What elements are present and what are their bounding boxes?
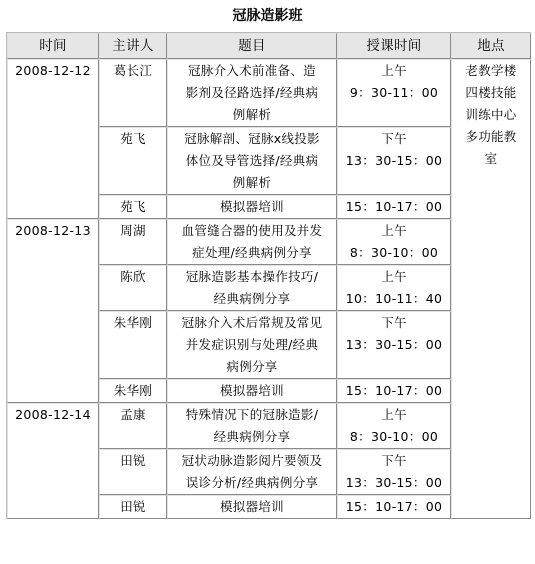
topic-line: 经典病例分享: [213, 291, 291, 306]
topic-line: 特殊情况下的冠脉造影/: [185, 407, 319, 422]
location-line: 多功能教: [465, 129, 517, 144]
topic-line: 并发症识别与处理/经典: [185, 337, 319, 352]
time-period: 上午: [381, 223, 407, 238]
page-title: 冠脉造影班: [232, 8, 303, 24]
topic-line: 经典病例分享: [213, 429, 291, 444]
location-line: 四楼技能: [465, 85, 517, 100]
speaker-cell: 苑飞: [99, 195, 167, 219]
time-cell: [337, 379, 451, 403]
location-line: 训练中心: [465, 107, 517, 122]
header-location: 地点: [451, 33, 531, 59]
time-cell: [337, 495, 451, 519]
speaker-cell: 田锐: [99, 495, 167, 519]
speaker-cell: 陈欣: [99, 265, 167, 311]
date-cell: 2008-12-13: [7, 219, 99, 403]
topic-line: 模拟器培训: [219, 499, 284, 514]
topic-line: 模拟器培训: [219, 383, 284, 398]
topic-cell: [167, 449, 337, 495]
topic-line: 冠状动脉造影阅片要领及: [181, 453, 323, 468]
location-line: 室: [484, 151, 498, 166]
topic-line: 冠脉造影基本操作技巧/: [185, 269, 319, 284]
time-cell: [337, 59, 451, 127]
time-range: 15：10-17：00: [345, 383, 443, 398]
table-row: [7, 59, 531, 127]
date-cell: 2008-12-14: [7, 403, 99, 519]
time-cell: [337, 449, 451, 495]
topic-cell: [167, 127, 337, 195]
time-range: 13：30-15：00: [345, 153, 443, 168]
topic-cell: [167, 495, 337, 519]
header-topic: 题目: [167, 33, 337, 59]
time-range: 9：30-11：00: [349, 85, 439, 100]
location-cell: [451, 59, 531, 519]
speaker-cell: 苑飞: [99, 127, 167, 195]
speaker-cell: 葛长江: [99, 59, 167, 127]
time-cell: [337, 127, 451, 195]
time-cell: [337, 265, 451, 311]
topic-line: 影剂及径路选择/经典病: [185, 85, 319, 100]
topic-cell: [167, 265, 337, 311]
topic-cell: [167, 379, 337, 403]
topic-cell: [167, 311, 337, 379]
topic-cell: [167, 403, 337, 449]
time-cell: [337, 219, 451, 265]
time-period: 下午: [381, 315, 407, 330]
header-time: 授课时间: [337, 33, 451, 59]
time-range: 8：30-10：00: [349, 245, 439, 260]
speaker-cell: 周湖: [99, 219, 167, 265]
speaker-cell: 田锐: [99, 449, 167, 495]
time-period: 上午: [381, 407, 407, 422]
topic-cell: [167, 219, 337, 265]
topic-line: 例解析: [232, 175, 272, 190]
time-cell: [337, 403, 451, 449]
topic-line: 例解析: [232, 107, 272, 122]
time-range: 10：10-11：40: [345, 291, 443, 306]
topic-cell: [167, 195, 337, 219]
location-line: 老教学楼: [465, 63, 517, 78]
topic-line: 症处理/经典病例分享: [192, 245, 312, 260]
time-range: 13：30-15：00: [345, 475, 443, 490]
topic-line: 冠脉介入术后常规及常见: [181, 315, 323, 330]
time-range: 13：30-15：00: [345, 337, 443, 352]
time-period: 上午: [381, 269, 407, 284]
time-period: 下午: [381, 131, 407, 146]
schedule-table: [6, 32, 531, 519]
date-cell: 2008-12-12: [7, 59, 99, 219]
topic-cell: [167, 59, 337, 127]
topic-line: 冠脉介入术前准备、造: [187, 63, 316, 78]
header-date: 时间: [7, 33, 99, 59]
time-period: 上午: [381, 63, 407, 78]
topic-line: 模拟器培训: [219, 199, 284, 214]
time-range: 15：10-17：00: [345, 199, 443, 214]
time-range: 8：30-10：00: [349, 429, 439, 444]
topic-line: 血管缝合器的使用及并发: [181, 223, 323, 238]
header-row: [7, 33, 531, 59]
speaker-cell: 朱华刚: [99, 311, 167, 379]
speaker-cell: 孟康: [99, 403, 167, 449]
topic-line: 病例分享: [226, 359, 278, 374]
speaker-cell: 朱华刚: [99, 379, 167, 403]
topic-line: 误诊分析/经典病例分享: [185, 475, 319, 490]
time-period: 下午: [381, 453, 407, 468]
header-speaker: 主讲人: [99, 33, 167, 59]
topic-line: 冠脉解剖、冠脉x线投影: [184, 131, 320, 146]
topic-line: 体位及导管选择/经典病: [185, 153, 319, 168]
time-range: 15：10-17：00: [345, 499, 443, 514]
time-cell: [337, 311, 451, 379]
time-cell: [337, 195, 451, 219]
